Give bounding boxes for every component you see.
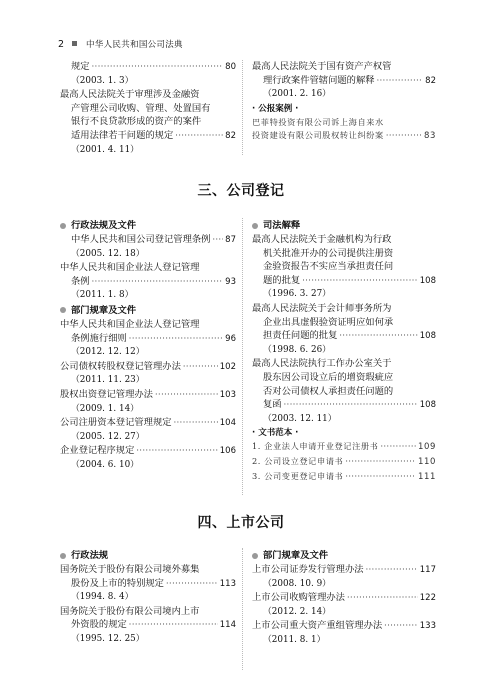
entry-title: 公司注册资本登记管理规定 [60,417,172,429]
entry-date: （1998. 6. 26） [263,344,331,355]
entry-date: （2012. 12. 12） [71,347,145,358]
entry-line: 金验资报告不实应当承担责任问 [263,261,394,273]
entry-title: 上市公司重大资产重组管理办法 [252,620,383,632]
page-ref: 114 [219,620,236,631]
entry-title: 担责任问题的批复 [263,330,338,342]
category-label: 部门规章及文件 [71,304,137,316]
page-ref: 117 [419,565,436,575]
page-ref: 103 [219,389,236,400]
category-heading [252,218,436,233]
listed-left-column [60,548,236,647]
header-square-icon [72,41,77,46]
leader-dots [366,563,418,577]
bullet-icon [252,553,258,559]
entry-line: 最高人民法院关于金融机构为行政 [252,234,392,245]
leader-dots [339,329,417,343]
page-ref: 108 [419,400,436,411]
page-ref: 113 [219,578,236,589]
leader-dots [175,129,223,143]
entry-line: 国务院关于股份有限公司境外募集 [60,564,200,575]
leader-dots [92,60,224,74]
page-ref: 108 [419,275,436,286]
toc-entry [252,563,436,578]
entry-title: 条例施行细则 [71,332,127,344]
entry-date: （2011. 1. 8） [71,290,134,301]
page-ref: 104 [219,418,236,429]
toc-entry [252,619,436,634]
entry-date: （2004. 6. 10） [71,459,139,470]
column-divider [242,548,243,670]
entry-date: （2011. 8. 1） [263,634,326,645]
entry-line: 股东因公司设立后的增资瑕疵应 [263,371,394,383]
leader-dots [155,388,218,402]
page-ref: 106 [219,446,236,457]
entry-date: （2003. 1. 3） [71,75,134,86]
entry-title: 规定 [71,61,90,72]
entry-line: 机关批准开办的公司提供注册资 [263,247,394,259]
entry-date: （2012. 2. 14） [263,606,331,617]
entry-line: 最高人民法院执行工作办公室关于 [252,358,392,370]
page-ref: 82 [225,130,236,141]
bullet-icon [60,307,66,313]
page-ref: 102 [219,361,236,372]
entry-title: 3. 公司变更登记申请书 [252,470,344,481]
leader-dots [386,129,422,143]
subheading: · 公报案例 · [252,103,299,114]
entry-date: （2005. 12. 27） [71,431,145,442]
entry-title: 复函 [263,399,282,411]
page-ref: 80 [225,62,236,72]
leader-dots [212,233,223,247]
page-ref: 82 [425,75,436,86]
category-label: 部门规章及文件 [263,550,329,561]
page-number: 2 [58,39,65,50]
toc-entry [60,360,236,375]
entry-title: 企业登记程序规定 [60,445,135,457]
entry-line: 中华人民共和国企业法人登记管理 [60,318,200,330]
entry-title: 股权出资登记管理办法 [60,388,153,400]
entry-date: （1994. 8. 4） [71,592,134,603]
toc-entry [60,332,236,347]
section-title-listed-companies: 四、上市公司 [197,515,285,531]
toc-entry [60,416,236,431]
category-label: 行政法规及文件 [71,220,137,231]
entry-title: 1. 企业法人申请开业登记注册书 [252,441,379,452]
entry-line: 企业出具虚假验资证明应如何承 [263,316,394,328]
toc-entry [252,455,436,470]
leader-dots [129,332,223,346]
toc-entry [252,591,436,606]
entry-title: 中华人民共和国公司登记管理条例 [71,234,211,245]
page-ref: 96 [225,333,236,344]
category-label: 行政法规 [71,550,109,561]
leader-dots [377,74,424,88]
bullet-icon [252,223,258,229]
entry-line: 国务院关于股份有限公司境内上市 [60,605,200,617]
toc-entry [60,275,236,290]
page-ref: 109 [417,442,436,453]
entry-title: 上市公司收购管理办法 [252,592,345,604]
category-label: 司法解释 [263,220,301,231]
page-ref: 83 [423,131,436,142]
toc-entry [60,60,236,75]
column-divider [242,218,243,495]
entry-date: （1995. 12. 25） [71,633,145,644]
category-heading [252,548,436,563]
entry-date: （2001. 4. 11） [71,144,139,155]
listed-right-column [252,548,436,648]
toc-entry [60,444,236,459]
page-ref: 87 [225,235,236,245]
leader-dots [129,618,218,632]
page-ref: 133 [419,621,436,632]
toc-entry [252,274,436,289]
entry-title: 上市公司证券发行管理办法 [252,564,364,575]
leader-dots [136,444,217,458]
entry-title: 外资股的规定 [71,619,127,631]
entry-date: （2003. 12. 11） [263,413,337,424]
leader-dots [302,274,418,288]
running-header [58,38,183,50]
top-left-column [60,60,236,157]
entry-date: （2009. 1. 14） [71,403,139,414]
category-heading [60,218,236,233]
book-title: 中华人民共和国公司法典 [86,40,183,50]
top-right-column [252,60,436,144]
registration-right-column [252,218,436,484]
entry-title: 公司债权转股权登记管理办法 [60,360,181,372]
toc-entry [60,618,236,633]
toc-entry [60,388,236,403]
toc-entry [60,233,236,248]
entry-line: 银行不良贷款形成的资产的案件 [71,116,202,128]
page-ref: 93 [225,276,236,287]
subheading: · 文书范本 · [252,428,299,439]
entry-line: 中华人民共和国企业法人登记管理 [60,262,200,274]
toc-entry [60,129,236,144]
entry-line: 否对公司债权人承担责任问题的 [263,385,394,397]
entry-line: 最高人民法院关于审理涉及金融资 [60,89,200,101]
toc-entry [252,329,436,344]
leader-dots [284,398,418,412]
entry-title: 适用法律若干问题的规定 [71,129,174,141]
page-ref: 111 [417,471,436,482]
leader-dots [92,275,224,289]
entry-date: （2011. 11. 23） [71,375,145,386]
entry-line: 巴菲特投资有限公司诉上海自来水 [252,116,384,127]
column-divider [242,60,243,155]
entry-title: 条例 [71,275,90,287]
leader-dots [183,360,218,374]
entry-date: （2001. 2. 16） [263,89,331,100]
bullet-icon [60,553,66,559]
bullet-icon [60,223,66,229]
category-heading [60,548,236,563]
entry-date: （2005. 12. 18） [71,248,145,259]
toc-entry [252,129,436,144]
entry-title: 股份及上市的特别规定 [71,577,164,589]
leader-dots [384,619,418,633]
entry-line: 最高人民法院关于会计师事务所为 [252,302,392,314]
toc-entry [252,398,436,413]
entry-title: 2. 公司设立登记申请书 [252,455,344,466]
page-ref: 122 [419,593,436,604]
leader-dots [345,470,416,484]
page-ref: 110 [417,456,436,467]
entry-title: 理行政案件管辖问题的解释 [263,74,375,86]
entry-line: 产管理公司收购、管理、处置国有 [71,102,211,114]
entry-title: 投资建设有限公司股权转让纠纷案 [252,130,384,141]
entry-line: 最高人民法院关于国有资产产权管 [252,61,392,72]
entry-title: 题的批复 [263,274,301,286]
leader-dots [380,440,416,454]
toc-entry [60,577,236,592]
section-title-company-registration: 三、公司登记 [197,183,285,199]
entry-date: （1996. 3. 27） [263,289,331,300]
toc-entry [252,470,436,485]
toc-entry [252,440,436,455]
leader-dots [174,416,218,430]
page-ref: 108 [419,331,436,342]
entry-date: （2008. 10. 9） [263,578,331,589]
category-heading [60,303,236,318]
leader-dots [347,591,418,605]
leader-dots [345,455,416,469]
toc-entry [252,74,436,89]
registration-left-column [60,218,236,473]
leader-dots [166,577,218,591]
